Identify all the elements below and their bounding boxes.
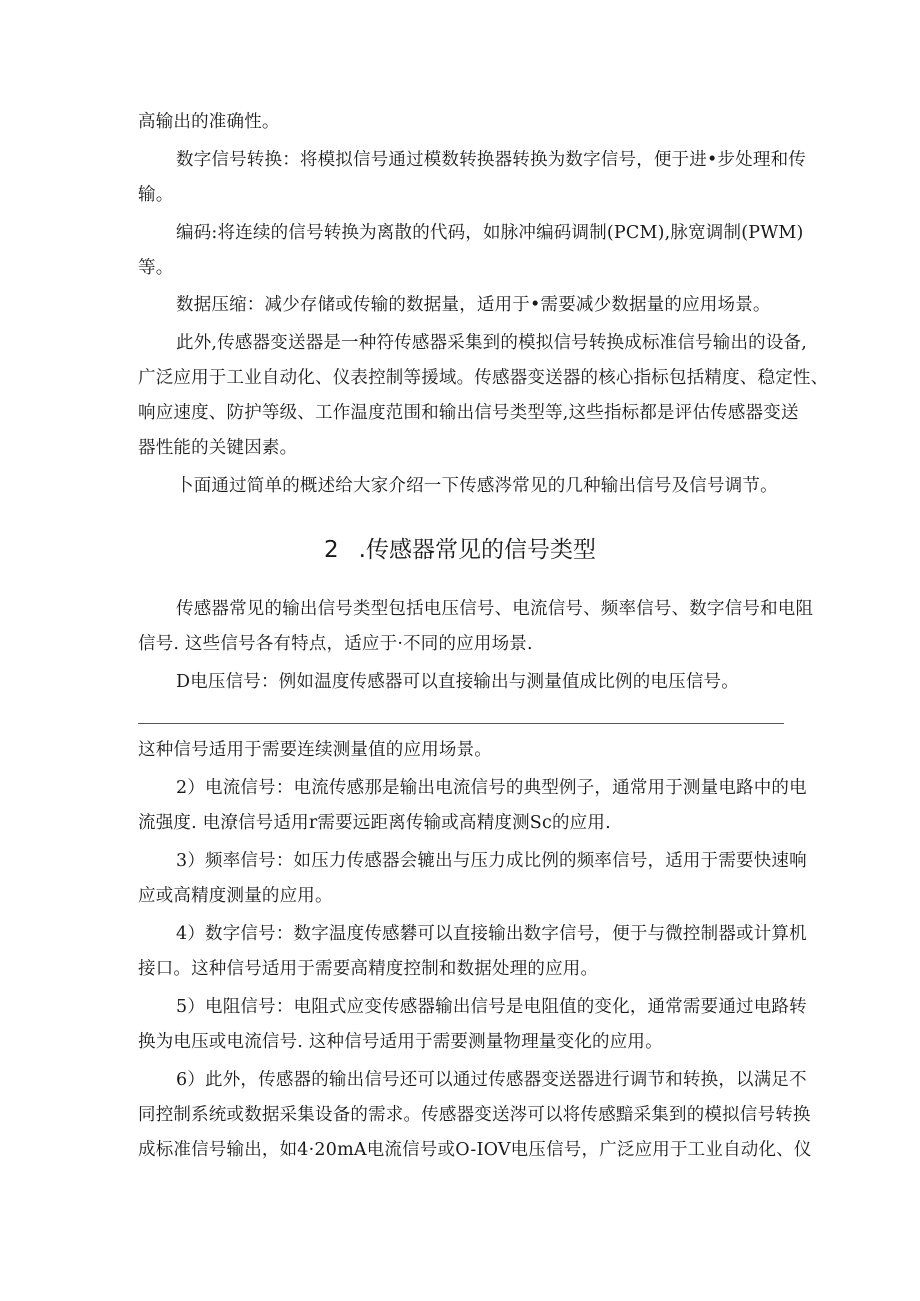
paragraph-resistance-signal-line-1: 5）电阻信号：电阻式应变传感器输出信号是电阻值的变化，通常需要通过电路转 (176, 997, 807, 1017)
paragraph-signal-types-line-2: 信号. 这些信号各有特点，适应于·不同的应用场景. (138, 634, 533, 654)
paragraph-digital-signal-line-2: 接口。这种信号适用于需要高精度控制和数据处理的应用。 (138, 959, 599, 979)
paragraph-signal-types-line-1: 传感器常见的输出信号类型包括电压信号、电流信号、频率信号、数字信号和电阻 (176, 599, 814, 619)
paragraph-transmitter-line-1: 此外,传感器变送器是一种符传感器采集到的模拟信号转换成标准信号输出的设备, (176, 333, 808, 353)
paragraph-voltage-signal-line: D电压信号：例如温度传感器可以直接输出与测量值成比例的电压信号。 (176, 672, 739, 692)
paragraph-conditioning-line-3: 成标准信号输出，如4·20mA电流信号或O-IOV电压信号，广泛应用于工业自动化、仪 (138, 1140, 812, 1160)
paragraph-conditioning-line-2: 同控制系统或数据采集设备的需求。传感器变送涔可以将传感黯采集到的模拟信号转换 (138, 1105, 811, 1125)
paragraph-current-signal-line-2: 流强度. 电潦信号适用r需要远距离传输或高精度测Sc的应用. (138, 813, 611, 833)
paragraph-encoding-line-1: 编码:将连续的信号转换为离散的代码，如脉冲编码调制(PCM),脉宽调制(PWM) (176, 223, 804, 243)
paragraph-current-signal-line-1: 2）电流信号：电流传感那是输出电流信号的典型例子，通常用于测量电路中的电 (176, 778, 807, 798)
paragraph-digital-conversion-line-1: 数字信号转换：将模拟信号通过模数转换器转换为数字信号，便于进•步处理和传 (176, 150, 807, 170)
section-number: 2 (324, 537, 339, 563)
paragraph-conditioning-line-1: 6）此外，传感器的输出信号还可以通过传感器变送器进行调节和转换，以满足不 (176, 1070, 807, 1090)
page-divider (138, 723, 784, 724)
paragraph-encoding-line-2: 等。 (138, 258, 174, 278)
paragraph-frequency-signal-line-1: 3）频率信号：如压力传感器会辘出与压力成比例的频率信号，适用于需要快速响 (176, 851, 807, 871)
section-title: .传感器常见的信号类型 (358, 537, 596, 563)
paragraph-digital-signal-line-1: 4）数字信号：数字温度传感礬可以直接输出数字信号，便于与微控制器或计算机 (176, 924, 807, 944)
paragraph-transmitter-line-4: 器性能的关键因素。 (138, 438, 298, 458)
paragraph-intro-line: 卜面通过简单的概述给大家介绍一下传感涔常见的几种输出信号及信号调节。 (176, 476, 778, 496)
section-heading (0, 535, 920, 565)
paragraph-resistance-signal-line-2: 换为电压或电流信号. 这种信号适用于需要测量物理量变化的应用。 (138, 1032, 663, 1052)
paragraph-continuation-line: 高输出的准确性。 (138, 112, 280, 132)
paragraph-voltage-continuation-line: 这种信号适用于需要连续测量值的应用场景。 (138, 740, 492, 760)
paragraph-frequency-signal-line-2: 应或高精度测量的应用。 (138, 886, 333, 906)
paragraph-transmitter-line-3: 响应速度、防护等级、工作温度范围和输出信号类型等,这些指标都是评估传感器变送 (138, 403, 799, 423)
paragraph-compression-line: 数据压缩：减少存储或传输的数据量，适用于•需要减少数据量的应用场景。 (176, 295, 771, 315)
paragraph-digital-conversion-line-2: 输。 (138, 185, 174, 205)
paragraph-transmitter-line-2: 广泛应用于工业自动化、仪表控制等援域。传感器变送器的核心指标包括精度、稳定性、 (138, 368, 829, 388)
